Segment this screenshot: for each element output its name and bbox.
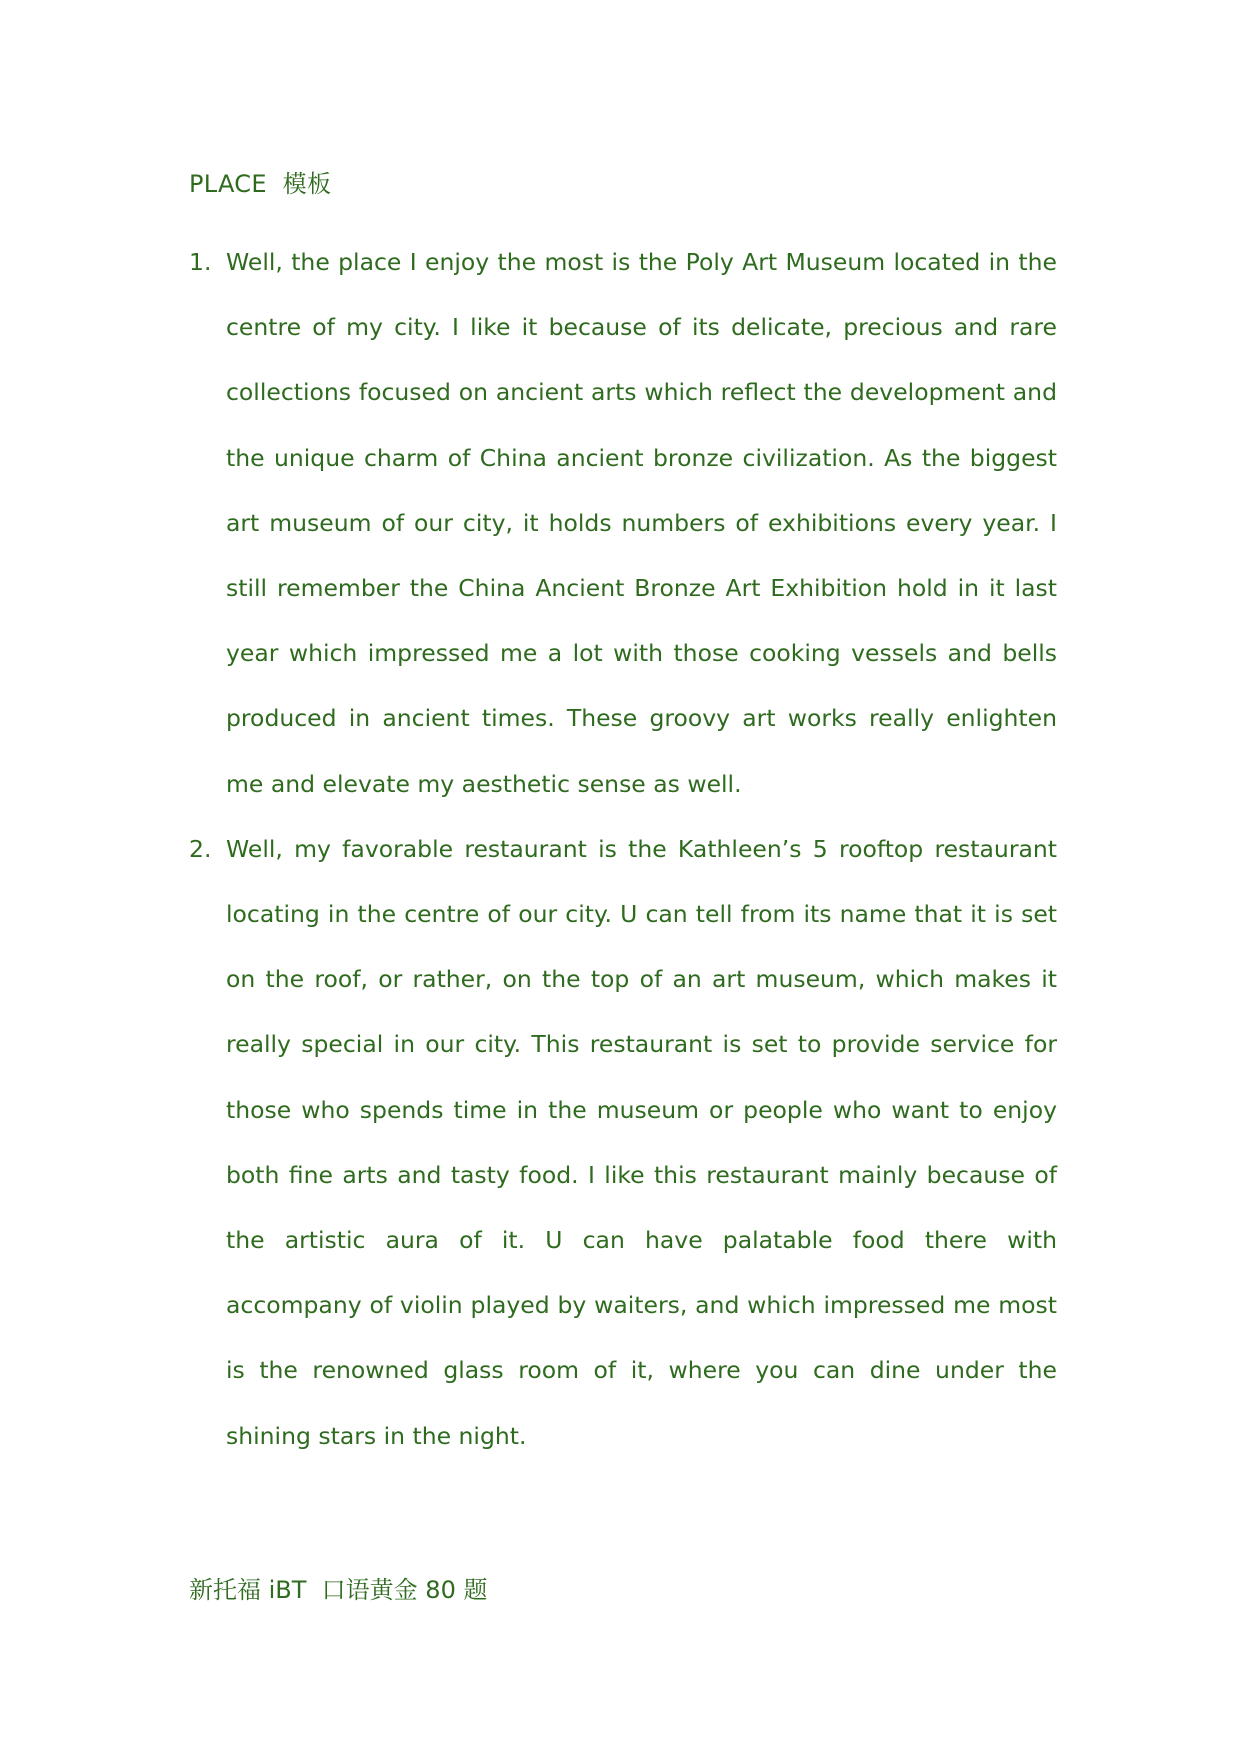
page-footer: 新托福 iBT 口语黄金 80 题: [189, 1576, 488, 1604]
page-heading: PLACE 模板: [189, 170, 332, 198]
list-item-number: 1.: [189, 248, 212, 276]
list-item-text: Well, my favorable restaurant is the Kathleen’s 5 rooftop restaurant locating in the centre of our city. U can tell from its name that it is set on the roof, or rather, on the top of an art museum, which makes it really special in our city. This restaurant is set to provide service for those who spends time in the museum or people who want to enjoy both fine arts and tasty food. I like this restaurant mainly because of the artistic aura of it. U can have palatable food there with accompany of violin played by waiters, and which impressed me most is the renowned glass room of it, where you can dine under the shining stars in the night.: [226, 834, 1057, 1450]
list-item-number: 2.: [189, 834, 212, 863]
answer-list: [189, 230, 1057, 1469]
list-item-text: Well, the place I enjoy the most is the Poly Art Museum located in the centre of my city. I like it because of its delicate, precious and rare collections focused on ancient arts which reflect the development and the unique charm of China ancient bronze civilization. As the biggest art museum of our city, it holds numbers of exhibitions every year. I still remember the China Ancient Bronze Art Exhibition hold in it last year which impressed me a lot with those cooking vessels and bells produced in ancient times. These groovy art works really enlighten me and elevate my aesthetic sense as well.: [226, 248, 1057, 798]
list-item: [189, 230, 1057, 817]
list-item: [189, 817, 1057, 1469]
